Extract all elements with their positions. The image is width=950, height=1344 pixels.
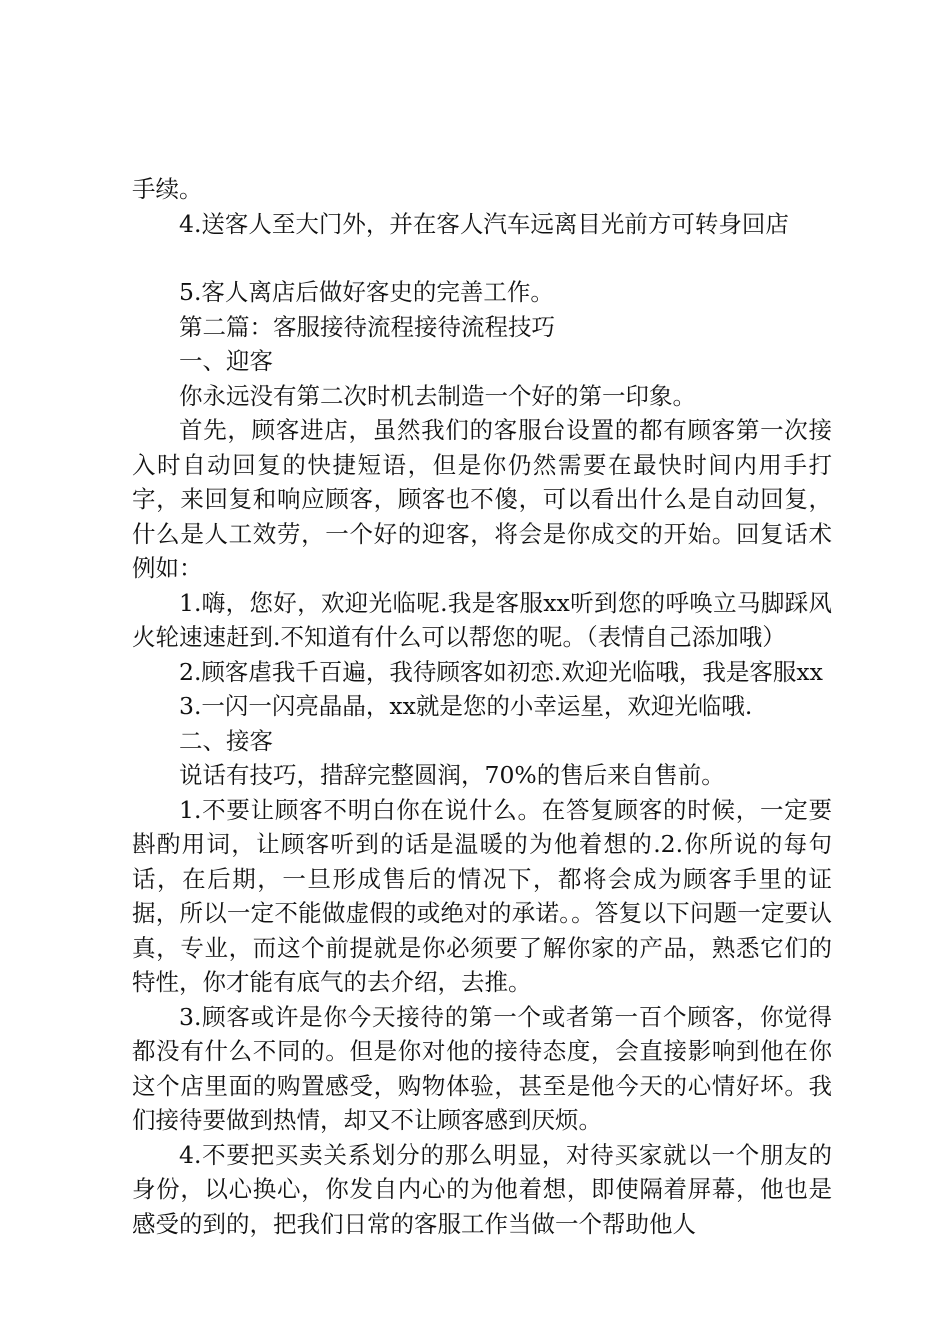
list-item: 2.顾客虐我千百遍，我待顾客如初恋.欢迎光临哦，我是客服xx [179, 657, 823, 686]
list-item: 3.一闪一闪亮晶晶，xx就是您的小幸运星，欢迎光临哦. [179, 692, 753, 720]
subheading-reception: 二、接客 [179, 726, 273, 755]
paragraph: 首先，顾客进店，虽然我们的客服台设置的都有顾客第一次接入时自动回复的快捷短语，但是你仍然需要在最快时间内用手打字，来回复和响应顾客，顾客也不傻，可以看出什么是自动回复，什么是人工效劳，一个好的迎客，将会是你成交的开始。回复话术例如： [132, 416, 832, 582]
list-item-4: 4.送客人至大门外，并在客人汽车远离目光前方可转身回店 [179, 209, 789, 238]
paragraph-continuation: 手续。 [132, 175, 203, 203]
section-title: 第二篇：客服接待流程接待流程技巧 [179, 312, 555, 341]
list-item-5: 5.客人离店后做好客史的完善工作。 [179, 278, 554, 306]
document-body [132, 172, 832, 1241]
paragraph: 说话有技巧，措辞完整圆润，70%的售后来自售前。 [179, 761, 725, 789]
list-item: 1.不要让顾客不明白你在说什么。在答复顾客的时候，一定要斟酌用词，让顾客听到的话是温暖的为他着想的.2.你所说的每句话，在后期，一旦形成售后的情况下，都将会成为顾客手里的证据，所以一定不能做虚假的或绝对的承诺。。答复以下问题一定要认真，专业，而这个前提就是你必须要了解你家的产品，熟悉它们的特性，你才能有底气的去介绍，去推。 [132, 795, 832, 996]
subheading-welcome: 一、迎客 [179, 347, 273, 375]
list-item: 4.不要把买卖关系划分的那么明显，对待买家就以一个朋友的身份，以心换心，你发自内心的为他着想，即使隔着屏幕，他也是感受的到的，把我们日常的客服工作当做一个帮助他人 [132, 1140, 832, 1238]
paragraph: 你永远没有第二次时机去制造一个好的第一印象。 [179, 381, 696, 410]
list-item: 3.顾客或许是你今天接待的第一个或者第一百个顾客，你觉得都没有什么不同的。但是你对他的接待态度，会直接影响到他在你这个店里面的购置感受，购物体验，甚至是他今天的心情好坏。我们接待要做到热情，却又不让顾客感到厌烦。 [132, 1002, 832, 1134]
list-item: 1.嗨，您好，欢迎光临呢.我是客服xx听到您的呼唤立马脚踩风火轮速速赶到.不知道有什么可以帮您的呢。（表情自己添加哦） [132, 588, 832, 651]
